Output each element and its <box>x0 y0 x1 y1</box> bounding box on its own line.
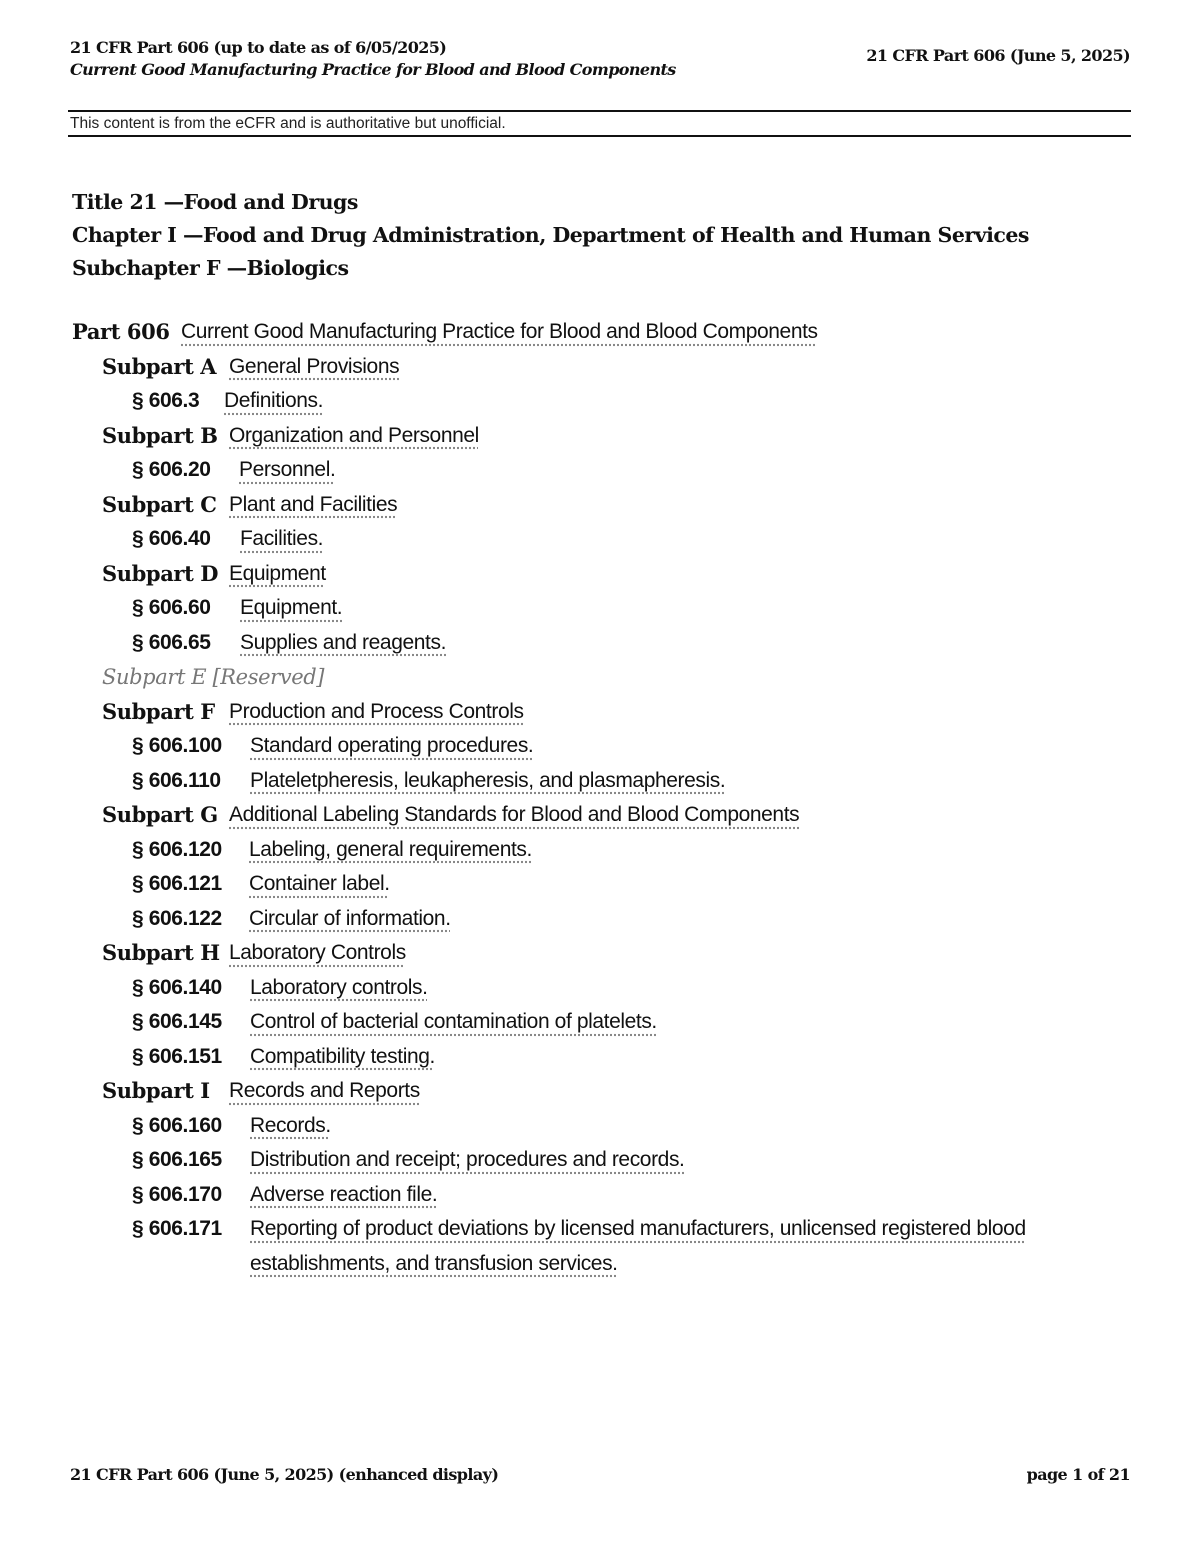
toc-section-606-170 <box>72 1178 1132 1213</box>
toc-section-606-151 <box>72 1040 1132 1075</box>
toc-section-606-100-link[interactable]: Standard operating procedures. <box>250 734 534 757</box>
toc-part-link[interactable]: Current Good Manufacturing Practice for Blood and Blood Components <box>181 320 818 343</box>
toc-section-606-3 <box>72 384 1132 419</box>
toc-section-606-65-link[interactable]: Supplies and reagents. <box>240 630 447 654</box>
toc-section-606-171 <box>72 1212 1132 1281</box>
toc-section-606-100 <box>72 729 1132 764</box>
toc-section-label: § 606.151 <box>132 1044 222 1068</box>
toc-section-606-145-link[interactable]: Control of bacterial contamination of platelets. <box>250 1010 657 1033</box>
toc-subpart-i <box>72 1074 1132 1109</box>
toc-section-label: § 606.171 <box>132 1217 222 1240</box>
toc-subpart-c <box>72 488 1132 523</box>
toc-section-606-20-link[interactable]: Personnel. <box>239 458 336 481</box>
toc-subpart-b-link[interactable]: Organization and Personnel <box>229 423 479 447</box>
toc-section-label: § 606.165 <box>132 1148 222 1171</box>
toc-part-606 <box>72 315 1132 350</box>
toc-section-label: § 606.60 <box>132 596 211 619</box>
footer-document-label: 21 CFR Part 606 (June 5, 2025) (enhanced display) <box>70 1465 499 1484</box>
toc-part-label: Part 606 <box>72 319 170 344</box>
toc-section-606-110 <box>72 764 1132 799</box>
toc-reserved-label: Subpart E [Reserved] <box>102 665 325 689</box>
toc-subpart-b <box>72 419 1132 454</box>
toc-section-606-40-link[interactable]: Facilities. <box>240 527 324 550</box>
toc-section-606-160 <box>72 1109 1132 1144</box>
toc-section-606-122 <box>72 902 1132 937</box>
toc-section-label: § 606.122 <box>132 906 222 930</box>
page-header-left <box>70 37 830 81</box>
toc-section-606-145 <box>72 1005 1132 1040</box>
toc-subpart-g-link[interactable]: Additional Labeling Standards for Blood and Blood Components <box>229 803 800 826</box>
toc-section-label: § 606.3 <box>132 389 200 412</box>
footer-page-number: page 1 of 21 <box>1026 1465 1130 1484</box>
subchapter-heading: Subchapter F —Biologics <box>72 256 349 280</box>
toc-section-606-65 <box>72 626 1132 661</box>
toc-subpart-label: Subpart G <box>102 802 218 827</box>
title-heading: Title 21 —Food and Drugs <box>72 190 358 214</box>
toc-subpart-g <box>72 798 1132 833</box>
toc-section-label: § 606.170 <box>132 1182 222 1206</box>
toc-section-label: § 606.100 <box>132 734 222 757</box>
toc-subpart-h <box>72 936 1132 971</box>
toc-section-606-151-link[interactable]: Compatibility testing. <box>250 1044 435 1068</box>
toc-section-label: § 606.40 <box>132 527 211 550</box>
toc-subpart-f-link[interactable]: Production and Process Controls <box>229 699 524 723</box>
toc-section-606-140-link[interactable]: Laboratory controls. <box>250 975 428 999</box>
toc-section-label: § 606.121 <box>132 872 222 895</box>
disclaimer-text: This content is from the eCFR and is authoritative but unofficial. <box>70 115 506 132</box>
toc-subpart-label: Subpart C <box>102 491 217 517</box>
toc-section-606-165 <box>72 1143 1132 1178</box>
toc-section-label: § 606.160 <box>132 1113 222 1137</box>
toc-section-606-20 <box>72 453 1132 488</box>
hierarchy-headings <box>72 186 1029 285</box>
toc-subpart-a <box>72 350 1132 385</box>
toc-subpart-e-reserved <box>72 660 1132 695</box>
header-document-date: 21 CFR Part 606 (June 5, 2025) <box>866 46 1130 65</box>
toc-section-606-121 <box>72 867 1132 902</box>
toc-subpart-c-link[interactable]: Plant and Facilities <box>229 492 398 516</box>
toc-subpart-i-link[interactable]: Records and Reports <box>229 1079 420 1102</box>
toc-section-606-165-link[interactable]: Distribution and receipt; procedures and records. <box>250 1148 685 1171</box>
toc-section-label: § 606.110 <box>132 768 221 792</box>
toc-subpart-h-link[interactable]: Laboratory Controls <box>229 941 406 964</box>
header-document-subtitle: Current Good Manufacturing Practice for Blood and Blood Components <box>70 60 676 79</box>
header-bottom-rule <box>68 135 1131 137</box>
toc-subpart-label: Subpart D <box>102 560 219 586</box>
toc-section-606-110-link[interactable]: Plateletpheresis, leukapheresis, and plasmapheresis. <box>250 768 726 792</box>
toc-section-606-121-link[interactable]: Container label. <box>249 872 390 895</box>
toc-section-606-140 <box>72 971 1132 1006</box>
toc-section-606-120 <box>72 833 1132 868</box>
toc-section-606-122-link[interactable]: Circular of information. <box>249 906 451 930</box>
header-document-title: 21 CFR Part 606 (up to date as of 6/05/2025) <box>70 38 447 57</box>
toc-subpart-label: Subpart I <box>102 1078 210 1103</box>
toc-subpart-label: Subpart H <box>102 940 220 965</box>
toc-section-606-120-link[interactable]: Labeling, general requirements. <box>249 837 532 861</box>
toc-section-label: § 606.65 <box>132 630 211 654</box>
toc-section-606-160-link[interactable]: Records. <box>250 1113 331 1137</box>
header-top-rule <box>68 110 1131 112</box>
toc-subpart-label: Subpart F <box>102 698 215 724</box>
chapter-heading: Chapter I —Food and Drug Administration, Department of Health and Human Services <box>72 223 1029 247</box>
table-of-contents <box>72 315 1132 1281</box>
toc-section-label: § 606.120 <box>132 837 222 861</box>
toc-section-606-60 <box>72 591 1132 626</box>
toc-subpart-d-link[interactable]: Equipment <box>229 561 326 585</box>
toc-section-606-171-link[interactable]: Reporting of product deviations by licensed manufacturers, unlicensed registered blood establishments, and transfusion services. <box>250 1217 1026 1275</box>
toc-subpart-d <box>72 557 1132 592</box>
toc-section-606-60-link[interactable]: Equipment. <box>240 596 343 619</box>
toc-subpart-label: Subpart B <box>102 422 218 448</box>
toc-subpart-label: Subpart A <box>102 353 217 379</box>
toc-section-label: § 606.140 <box>132 975 222 999</box>
toc-section-label: § 606.20 <box>132 458 211 481</box>
toc-subpart-f <box>72 695 1132 730</box>
toc-subpart-a-link[interactable]: General Provisions <box>229 354 400 378</box>
toc-section-606-170-link[interactable]: Adverse reaction file. <box>250 1182 438 1206</box>
toc-section-606-40 <box>72 522 1132 557</box>
toc-section-label: § 606.145 <box>132 1010 222 1033</box>
toc-section-606-3-link[interactable]: Definitions. <box>224 389 324 412</box>
